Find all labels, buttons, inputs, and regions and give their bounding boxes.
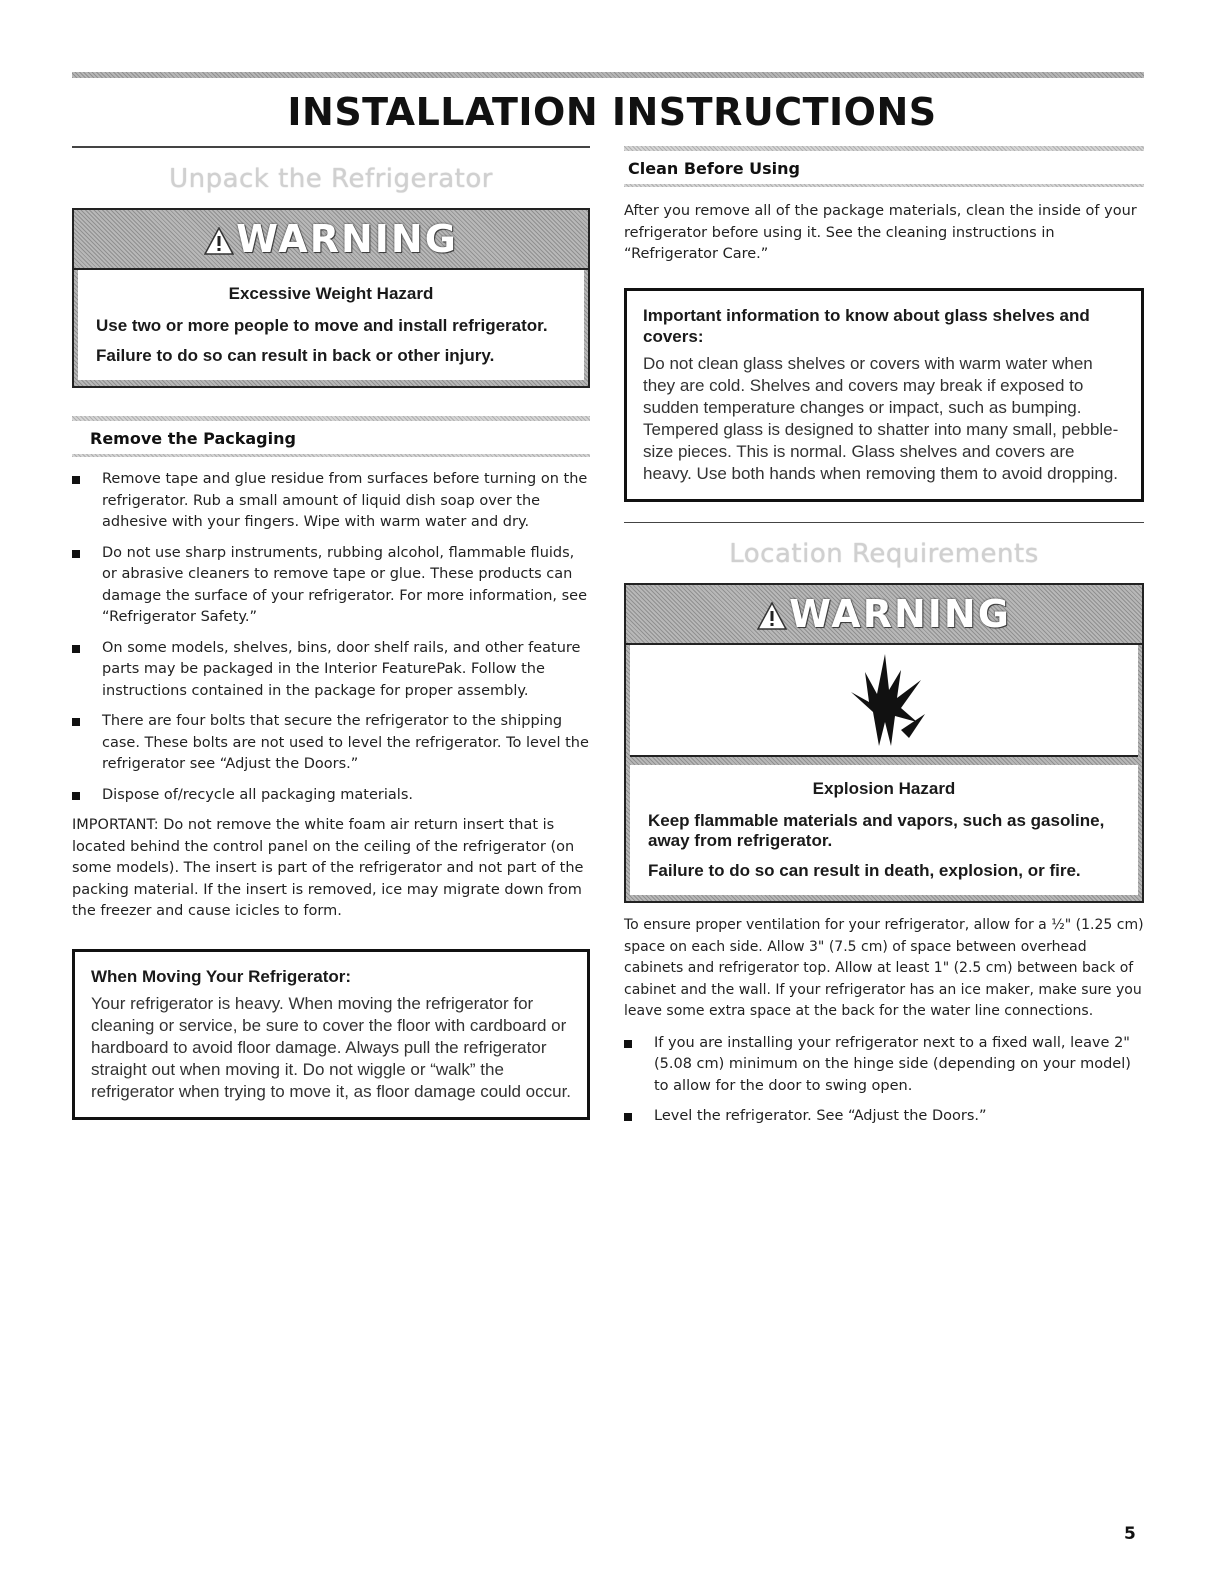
section-title-unpack: Unpack the Refrigerator: [169, 164, 493, 194]
bullet-square-icon: [624, 1113, 632, 1121]
subheading-clean: Clean Before Using: [628, 159, 800, 178]
section-title-location: Location Requirements: [729, 539, 1039, 569]
list-item: Level the refrigerator. See “Adjust the Doors.”: [624, 1106, 1144, 1128]
warning-line: Keep flammable materials and vapors, such as gasoline, away from refrigerator.: [648, 811, 1105, 850]
warning-box-explosion: [624, 583, 1144, 903]
remove-packaging-section: [72, 416, 590, 457]
glass-info-box: [624, 288, 1144, 502]
clean-section: [624, 146, 1144, 187]
bullet-square-icon: [72, 645, 80, 653]
page-title: INSTALLATION INSTRUCTIONS: [287, 90, 937, 134]
hazard-title: Excessive Weight Hazard: [228, 284, 434, 303]
explosion-icon: [839, 652, 929, 748]
left-column: [72, 146, 590, 1120]
warning-body: [630, 765, 1138, 895]
warning-line: Use two or more people to move and install refrigerator.: [96, 316, 548, 335]
hazard-title: Explosion Hazard: [812, 779, 956, 798]
subheading-rule: [624, 184, 1144, 187]
important-note: IMPORTANT: Do not remove the white foam air return insert that is located behind the control panel on the ceiling of the refrigerator (on some models). The insert is part of the refrigerator and not part of the packing material. If the insert is removed, ice may migrate down from the freezer and cause icicles to form.: [72, 817, 584, 919]
list-item: If you are installing your refrigerator next to a fixed wall, leave 2" (5.08 cm) minimum on the hinge side (depending on your model) to allow for the door to swing open.: [624, 1033, 1144, 1098]
bullet-square-icon: [72, 718, 80, 726]
location-text: To ensure proper ventilation for your refrigerator, allow for a ½" (1.25 cm) space on each side. Allow 3" (7.5 cm) of space between overhead cabinets and refrigerator top. Allow at least 1" (2.5 cm) between back of cabinet and the wall. If your refrigerator has an ice maker, make sure you leave some extra space at the back for the water line connections.: [624, 917, 1144, 1019]
bullet-square-icon: [72, 476, 80, 484]
bullet-square-icon: [72, 550, 80, 558]
warning-header: [626, 585, 1142, 645]
subheading-rule: [72, 454, 590, 457]
warning-body: [78, 270, 584, 380]
section-rule: [72, 146, 590, 148]
clean-text: After you remove all of the package materials, clean the inside of your refrigerator before using it. See the cleaning instructions in “Refrigerator Care.”: [624, 203, 1137, 262]
warning-line: Failure to do so can result in back or other injury.: [96, 346, 495, 365]
moving-info-box: [72, 949, 590, 1120]
bullet-square-icon: [624, 1040, 632, 1048]
right-column: [624, 146, 1144, 1137]
list-item: Remove tape and glue residue from surfaces before turning on the refrigerator. Rub a small amount of liquid dish soap over the adhesive with your fingers. Wipe with warm water and dry.: [72, 469, 590, 534]
list-item: On some models, shelves, bins, door shelf rails, and other feature parts may be packaged in the Interior FeaturePak. Follow the instructions contained in the package for proper assembly.: [72, 638, 590, 703]
list-item: Dispose of/recycle all packaging materials.: [72, 785, 590, 807]
section-rule: [624, 522, 1144, 524]
warning-label-text: WARNING: [789, 592, 1011, 636]
warning-triangle-icon: [204, 227, 234, 255]
page-number: 5: [1124, 1524, 1136, 1544]
warning-label-text: WARNING: [236, 217, 458, 261]
glass-box-title: Important information to know about glass shelves and covers:: [643, 305, 1090, 346]
warning-triangle-icon: [757, 602, 787, 630]
warning-line: Failure to do so can result in death, explosion, or fire.: [648, 861, 1081, 880]
moving-box-text: Your refrigerator is heavy. When moving the refrigerator for cleaning or service, be sure to cover the floor with cardboard or hardboard to avoid floor damage. Always pull the refrigerator straight out when moving it. Do not wiggle or “walk” the refrigerator when trying to move it, as floor damage could occur.: [91, 993, 572, 1101]
list-item: Do not use sharp instruments, rubbing alcohol, flammable fluids, or abrasive cleaners to remove tape or glue. These products can damage the surface of your refrigerator. For more information, see “Refrigerator Safety.”: [72, 543, 590, 629]
location-bullet-list: [624, 1033, 1144, 1128]
moving-box-title: When Moving Your Refrigerator:: [91, 966, 352, 986]
warning-box-weight: [72, 208, 590, 388]
warning-label: [757, 592, 1011, 636]
top-divider-bar: [72, 72, 1144, 78]
bullet-square-icon: [72, 792, 80, 800]
subheading-remove-packaging: Remove the Packaging: [90, 429, 296, 448]
packaging-bullet-list: [72, 469, 590, 806]
illustration-gap: [626, 757, 1142, 765]
warning-header: [74, 210, 588, 270]
glass-box-text: Do not clean glass shelves or covers with warm water when they are cold. Shelves and covers may break if exposed to sudden temperature changes or impact, such as bumping. Tempered glass is designed to shatter into many small, pebble-size pieces. This is normal. Glass shelves and covers are heavy. Use both hands when removing them to avoid dropping.: [643, 353, 1119, 483]
warning-label: [204, 217, 458, 261]
explosion-illustration: [630, 645, 1138, 757]
list-item: There are four bolts that secure the refrigerator to the shipping case. These bolts are not used to level the refrigerator. To level the refrigerator see “Adjust the Doors.”: [72, 711, 590, 776]
